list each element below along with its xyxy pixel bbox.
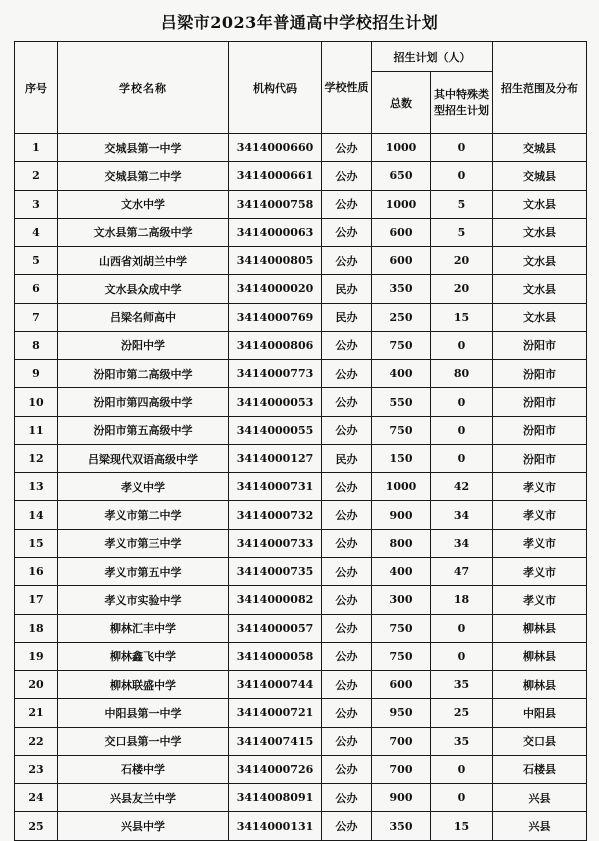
cell-school-name: 吕梁名师高中 bbox=[58, 303, 229, 331]
cell-total: 900 bbox=[372, 784, 431, 812]
table-row bbox=[15, 388, 587, 416]
cell-org-code: 3414007415 bbox=[229, 727, 322, 755]
cell-range: 兴县 bbox=[493, 784, 587, 812]
cell-range: 文水县 bbox=[493, 247, 587, 275]
cell-range: 交城县 bbox=[493, 162, 587, 190]
cell-range: 汾阳市 bbox=[493, 444, 587, 472]
cell-seq: 15 bbox=[15, 529, 58, 557]
cell-school-type: 民办 bbox=[322, 275, 372, 303]
cell-seq: 12 bbox=[15, 444, 58, 472]
table-row bbox=[15, 755, 587, 783]
cell-total: 700 bbox=[372, 727, 431, 755]
table-body bbox=[15, 134, 587, 841]
cell-school-name: 兴县友兰中学 bbox=[58, 784, 229, 812]
enrollment-plan-table bbox=[14, 41, 587, 841]
cell-school-name: 汾阳市第四高级中学 bbox=[58, 388, 229, 416]
cell-special: 0 bbox=[431, 614, 493, 642]
cell-seq: 3 bbox=[15, 190, 58, 218]
cell-special: 20 bbox=[431, 247, 493, 275]
cell-total: 800 bbox=[372, 529, 431, 557]
cell-school-type: 公办 bbox=[322, 699, 372, 727]
cell-seq: 17 bbox=[15, 586, 58, 614]
table-row bbox=[15, 331, 587, 359]
cell-org-code: 3414000769 bbox=[229, 303, 322, 331]
cell-org-code: 3414000731 bbox=[229, 473, 322, 501]
cell-school-type: 公办 bbox=[322, 218, 372, 246]
cell-total: 250 bbox=[372, 303, 431, 331]
cell-special: 0 bbox=[431, 416, 493, 444]
cell-school-type: 公办 bbox=[322, 360, 372, 388]
cell-org-code: 3414000055 bbox=[229, 416, 322, 444]
table-row bbox=[15, 727, 587, 755]
cell-seq: 7 bbox=[15, 303, 58, 331]
cell-school-type: 公办 bbox=[322, 784, 372, 812]
table-row bbox=[15, 247, 587, 275]
table-row bbox=[15, 416, 587, 444]
cell-school-type: 民办 bbox=[322, 303, 372, 331]
table-row bbox=[15, 275, 587, 303]
cell-school-name: 吕梁现代双语高级中学 bbox=[58, 444, 229, 472]
table-row bbox=[15, 557, 587, 585]
header-total: 总数 bbox=[372, 72, 431, 134]
cell-range: 孝义市 bbox=[493, 586, 587, 614]
cell-special: 20 bbox=[431, 275, 493, 303]
cell-school-type: 公办 bbox=[322, 755, 372, 783]
table-header bbox=[15, 42, 587, 134]
header-school-name: 学校名称 bbox=[58, 42, 229, 134]
table-row bbox=[15, 303, 587, 331]
cell-org-code: 3414000726 bbox=[229, 755, 322, 783]
table-row bbox=[15, 501, 587, 529]
cell-total: 950 bbox=[372, 699, 431, 727]
cell-total: 750 bbox=[372, 416, 431, 444]
cell-special: 0 bbox=[431, 162, 493, 190]
cell-school-type: 公办 bbox=[322, 162, 372, 190]
cell-school-type: 公办 bbox=[322, 247, 372, 275]
cell-seq: 4 bbox=[15, 218, 58, 246]
cell-range: 孝义市 bbox=[493, 473, 587, 501]
cell-total: 150 bbox=[372, 444, 431, 472]
cell-range: 交城县 bbox=[493, 134, 587, 162]
cell-special: 80 bbox=[431, 360, 493, 388]
cell-total: 750 bbox=[372, 614, 431, 642]
cell-org-code: 3414000020 bbox=[229, 275, 322, 303]
table-row bbox=[15, 586, 587, 614]
table-row bbox=[15, 162, 587, 190]
cell-total: 1000 bbox=[372, 190, 431, 218]
cell-school-name: 文水县第二高级中学 bbox=[58, 218, 229, 246]
cell-school-name: 孝义市实验中学 bbox=[58, 586, 229, 614]
cell-school-name: 柳林鑫飞中学 bbox=[58, 642, 229, 670]
page-title: 吕梁市2023年普通高中学校招生计划 bbox=[160, 13, 439, 32]
table-row bbox=[15, 642, 587, 670]
cell-seq: 1 bbox=[15, 134, 58, 162]
table-row bbox=[15, 529, 587, 557]
cell-seq: 6 bbox=[15, 275, 58, 303]
header-school-type: 学校性质 bbox=[322, 42, 372, 134]
cell-special: 34 bbox=[431, 529, 493, 557]
cell-school-type: 公办 bbox=[322, 727, 372, 755]
cell-range: 汾阳市 bbox=[493, 360, 587, 388]
table-row bbox=[15, 473, 587, 501]
cell-special: 0 bbox=[431, 784, 493, 812]
cell-org-code: 3414000058 bbox=[229, 642, 322, 670]
cell-range: 中阳县 bbox=[493, 699, 587, 727]
cell-org-code: 3414000732 bbox=[229, 501, 322, 529]
cell-range: 文水县 bbox=[493, 303, 587, 331]
cell-total: 900 bbox=[372, 501, 431, 529]
cell-seq: 2 bbox=[15, 162, 58, 190]
cell-school-name: 中阳县第一中学 bbox=[58, 699, 229, 727]
cell-special: 5 bbox=[431, 190, 493, 218]
cell-seq: 9 bbox=[15, 360, 58, 388]
cell-range: 汾阳市 bbox=[493, 331, 587, 359]
cell-school-name: 兴县中学 bbox=[58, 812, 229, 840]
cell-range: 孝义市 bbox=[493, 557, 587, 585]
cell-seq: 11 bbox=[15, 416, 58, 444]
cell-total: 700 bbox=[372, 755, 431, 783]
cell-seq: 13 bbox=[15, 473, 58, 501]
cell-total: 300 bbox=[372, 586, 431, 614]
cell-org-code: 3414000735 bbox=[229, 557, 322, 585]
cell-special: 5 bbox=[431, 218, 493, 246]
cell-seq: 5 bbox=[15, 247, 58, 275]
cell-total: 750 bbox=[372, 331, 431, 359]
cell-school-name: 汾阳市第二高级中学 bbox=[58, 360, 229, 388]
cell-school-type: 公办 bbox=[322, 501, 372, 529]
cell-org-code: 3414000063 bbox=[229, 218, 322, 246]
table-row bbox=[15, 812, 587, 840]
cell-special: 35 bbox=[431, 727, 493, 755]
cell-school-name: 石楼中学 bbox=[58, 755, 229, 783]
cell-seq: 18 bbox=[15, 614, 58, 642]
table-row bbox=[15, 190, 587, 218]
cell-total: 600 bbox=[372, 247, 431, 275]
cell-school-name: 文水县众成中学 bbox=[58, 275, 229, 303]
cell-school-type: 公办 bbox=[322, 473, 372, 501]
cell-org-code: 3414000127 bbox=[229, 444, 322, 472]
cell-range: 汾阳市 bbox=[493, 388, 587, 416]
cell-school-name: 交城县第二中学 bbox=[58, 162, 229, 190]
cell-special: 42 bbox=[431, 473, 493, 501]
cell-range: 柳林县 bbox=[493, 671, 587, 699]
cell-special: 35 bbox=[431, 671, 493, 699]
header-org-code: 机构代码 bbox=[229, 42, 322, 134]
cell-special: 0 bbox=[431, 444, 493, 472]
cell-org-code: 3414000661 bbox=[229, 162, 322, 190]
cell-school-name: 孝义中学 bbox=[58, 473, 229, 501]
cell-total: 400 bbox=[372, 360, 431, 388]
cell-school-name: 交口县第一中学 bbox=[58, 727, 229, 755]
cell-range: 兴县 bbox=[493, 812, 587, 840]
cell-school-type: 公办 bbox=[322, 416, 372, 444]
table-row bbox=[15, 444, 587, 472]
cell-org-code: 3414000721 bbox=[229, 699, 322, 727]
cell-range: 交口县 bbox=[493, 727, 587, 755]
cell-org-code: 3414000744 bbox=[229, 671, 322, 699]
cell-school-name: 汾阳中学 bbox=[58, 331, 229, 359]
cell-school-name: 孝义市第二中学 bbox=[58, 501, 229, 529]
cell-school-type: 公办 bbox=[322, 586, 372, 614]
cell-total: 750 bbox=[372, 642, 431, 670]
cell-org-code: 3414000660 bbox=[229, 134, 322, 162]
table-row bbox=[15, 134, 587, 162]
cell-school-name: 柳林汇丰中学 bbox=[58, 614, 229, 642]
cell-school-type: 公办 bbox=[322, 190, 372, 218]
cell-school-type: 民办 bbox=[322, 444, 372, 472]
cell-seq: 22 bbox=[15, 727, 58, 755]
cell-seq: 10 bbox=[15, 388, 58, 416]
cell-special: 34 bbox=[431, 501, 493, 529]
header-range: 招生范围及分布 bbox=[493, 42, 587, 134]
cell-school-name: 山西省刘胡兰中学 bbox=[58, 247, 229, 275]
cell-school-type: 公办 bbox=[322, 812, 372, 840]
cell-school-type: 公办 bbox=[322, 642, 372, 670]
cell-school-name: 柳林联盛中学 bbox=[58, 671, 229, 699]
cell-total: 400 bbox=[372, 557, 431, 585]
cell-special: 25 bbox=[431, 699, 493, 727]
cell-seq: 23 bbox=[15, 755, 58, 783]
table-row bbox=[15, 784, 587, 812]
cell-total: 1000 bbox=[372, 134, 431, 162]
cell-school-name: 孝义市第三中学 bbox=[58, 529, 229, 557]
cell-org-code: 3414000758 bbox=[229, 190, 322, 218]
cell-org-code: 3414000057 bbox=[229, 614, 322, 642]
cell-org-code: 3414000053 bbox=[229, 388, 322, 416]
cell-org-code: 3414000131 bbox=[229, 812, 322, 840]
cell-total: 1000 bbox=[372, 473, 431, 501]
cell-seq: 25 bbox=[15, 812, 58, 840]
cell-total: 600 bbox=[372, 218, 431, 246]
cell-seq: 24 bbox=[15, 784, 58, 812]
cell-total: 550 bbox=[372, 388, 431, 416]
cell-special: 0 bbox=[431, 331, 493, 359]
cell-total: 350 bbox=[372, 275, 431, 303]
cell-school-name: 汾阳市第五高级中学 bbox=[58, 416, 229, 444]
cell-special: 0 bbox=[431, 388, 493, 416]
table-row bbox=[15, 360, 587, 388]
cell-org-code: 3414000806 bbox=[229, 331, 322, 359]
header-plan: 招生计划（人） bbox=[372, 42, 493, 72]
cell-total: 600 bbox=[372, 671, 431, 699]
table-row bbox=[15, 614, 587, 642]
cell-range: 柳林县 bbox=[493, 614, 587, 642]
cell-range: 文水县 bbox=[493, 190, 587, 218]
cell-school-type: 公办 bbox=[322, 614, 372, 642]
cell-range: 文水县 bbox=[493, 275, 587, 303]
cell-school-type: 公办 bbox=[322, 331, 372, 359]
cell-seq: 16 bbox=[15, 557, 58, 585]
cell-range: 文水县 bbox=[493, 218, 587, 246]
cell-range: 柳林县 bbox=[493, 642, 587, 670]
cell-org-code: 3414000773 bbox=[229, 360, 322, 388]
cell-special: 0 bbox=[431, 755, 493, 783]
cell-school-type: 公办 bbox=[322, 671, 372, 699]
cell-school-name: 文水中学 bbox=[58, 190, 229, 218]
cell-range: 汾阳市 bbox=[493, 416, 587, 444]
cell-special: 0 bbox=[431, 134, 493, 162]
cell-range: 孝义市 bbox=[493, 529, 587, 557]
cell-org-code: 3414000733 bbox=[229, 529, 322, 557]
header-seq: 序号 bbox=[15, 42, 58, 134]
cell-org-code: 3414000082 bbox=[229, 586, 322, 614]
cell-school-type: 公办 bbox=[322, 529, 372, 557]
cell-special: 18 bbox=[431, 586, 493, 614]
cell-special: 47 bbox=[431, 557, 493, 585]
cell-school-type: 公办 bbox=[322, 134, 372, 162]
cell-range: 孝义市 bbox=[493, 501, 587, 529]
cell-special: 15 bbox=[431, 812, 493, 840]
cell-seq: 19 bbox=[15, 642, 58, 670]
cell-special: 15 bbox=[431, 303, 493, 331]
cell-school-type: 公办 bbox=[322, 388, 372, 416]
cell-school-type: 公办 bbox=[322, 557, 372, 585]
cell-org-code: 3414008091 bbox=[229, 784, 322, 812]
cell-total: 650 bbox=[372, 162, 431, 190]
cell-seq: 14 bbox=[15, 501, 58, 529]
table-row bbox=[15, 218, 587, 246]
cell-total: 350 bbox=[372, 812, 431, 840]
cell-seq: 21 bbox=[15, 699, 58, 727]
cell-org-code: 3414000805 bbox=[229, 247, 322, 275]
cell-seq: 20 bbox=[15, 671, 58, 699]
table-row bbox=[15, 699, 587, 727]
header-special: 其中特殊类型招生计划 bbox=[431, 72, 493, 134]
cell-range: 石楼县 bbox=[493, 755, 587, 783]
cell-school-name: 孝义市第五中学 bbox=[58, 557, 229, 585]
cell-special: 0 bbox=[431, 642, 493, 670]
table-row bbox=[15, 671, 587, 699]
cell-school-name: 交城县第一中学 bbox=[58, 134, 229, 162]
cell-seq: 8 bbox=[15, 331, 58, 359]
